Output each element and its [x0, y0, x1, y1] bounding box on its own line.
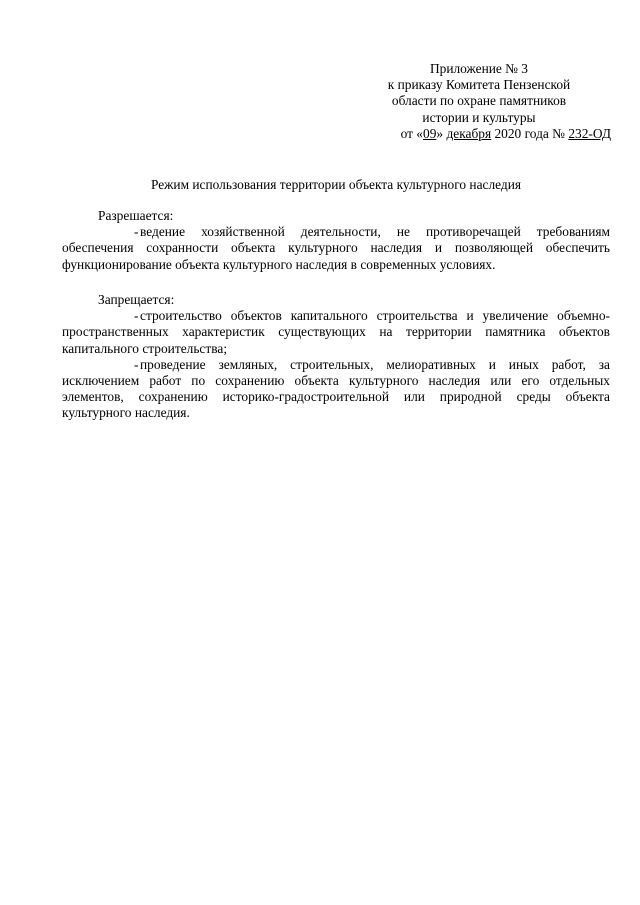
date-day: 09 [423, 125, 437, 141]
bullet-dash: - [134, 308, 139, 324]
date-year: 2020 года № [491, 125, 569, 141]
bullet-dash: - [134, 224, 139, 240]
allowed-item-text: ведение хозяйственной деятельности, не противоречащей требованиям обеспечения сохранности объекта культурного наследия и позволяющей обеспечить функционирование объекта культурного наследия в современных условиях. [62, 224, 610, 272]
order-date-line [349, 126, 611, 142]
order-reference-line-1: к приказу Комитета Пензенской [387, 77, 571, 93]
allowed-item [62, 224, 610, 273]
appendix-header [349, 61, 609, 142]
forbidden-item-text: проведение земляных, строительных, мелиоративных и иных работ, за исключением работ по сохранению объекта культурного наследия или его отдельных элементов, сохранению историко-градостроительной или природной среды объекта культурного наследия. [62, 356, 610, 421]
order-number: 232-ОД [568, 125, 611, 141]
appendix-number: Приложение № 3 [429, 61, 529, 76]
date-month: декабря [446, 125, 492, 141]
forbidden-label: Запрещается: [98, 292, 175, 307]
forbidden-section [62, 292, 610, 422]
forbidden-item [62, 357, 610, 422]
forbidden-item-text: строительство объектов капитального строительства и увеличение объемно-пространственных характеристик существующих на территории памятника объектов капитального строительства; [62, 308, 610, 356]
allowed-label: Разрешается: [98, 208, 174, 223]
allowed-section [62, 208, 610, 273]
date-separator: » [436, 125, 447, 141]
bullet-dash: - [134, 356, 139, 372]
order-reference-line-3: истории и культуры [422, 109, 536, 125]
date-prefix: от « [400, 125, 424, 141]
document-title: Режим использования территории объекта культурного наследия [150, 177, 522, 192]
forbidden-item [62, 308, 610, 357]
order-reference-line-2: области по охране памятников [391, 93, 567, 109]
